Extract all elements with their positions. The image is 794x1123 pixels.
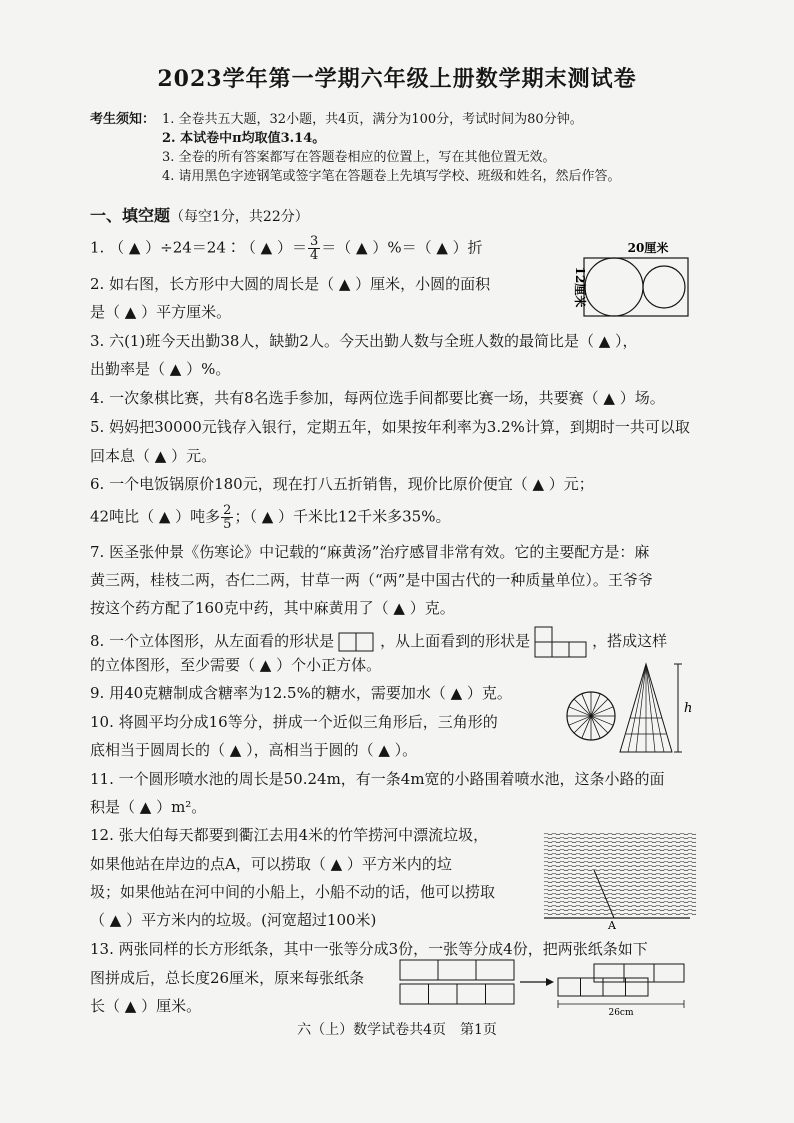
q1-text-b: ＝（ ▲ ）%＝（ ▲ ）折	[321, 238, 483, 257]
wave-line	[544, 893, 696, 895]
wave-line	[544, 873, 696, 875]
question-4: 4. 一次象棋比赛，共有8名选手参加，每两位选手间都要比赛一场，共要赛（ ▲ ）场。	[90, 389, 665, 407]
top-view-figure	[534, 626, 588, 658]
triangle-strips-figure	[616, 662, 693, 758]
height-label: 12厘米	[573, 266, 587, 308]
wave-line	[544, 909, 696, 911]
wave-line	[544, 837, 696, 839]
section-note: （每空1分，共22分）	[170, 209, 309, 225]
question-3-line-1: 3. 六(1)班今天出勤38人，缺勤2人。今天出勤人数与全班人数的最简比是（ ▲ ），	[90, 332, 638, 350]
wave-line	[544, 853, 696, 855]
wave-line	[544, 857, 696, 859]
notice-item: 1. 全卷共五大题，32小题，共4页，满分为100分，考试时间为80分钟。	[162, 112, 583, 127]
question-13-line-2: 图拼成后，总长度26厘米，原来每张纸条	[90, 969, 365, 987]
wave-line	[544, 885, 696, 887]
height-label: h	[684, 701, 693, 716]
wave-line	[544, 905, 696, 907]
question-3-line-2: 出勤率是（ ▲ ）%。	[90, 360, 231, 378]
wave-line	[544, 841, 696, 843]
question-8-line-2: 的立体图形，至少需要（ ▲ ）个小正方体。	[90, 656, 382, 674]
point-a-label: A	[608, 919, 616, 932]
question-12-line-4: （ ▲ ）平方米内的垃圾。(河宽超过100米)	[90, 911, 377, 929]
question-6-line-1: 6. 一个电饭锅原价180元，现在打八五折销售，现价比原价便宜（ ▲ ）元；	[90, 475, 594, 493]
wave-line	[544, 833, 696, 835]
wave-line	[544, 869, 696, 871]
question-12-line-1: 12. 张大伯每天都要到衢江去用4米的竹竿捞河中漂流垃圾，	[90, 826, 489, 844]
page-footer: 六（上）数学试卷共4页 第1页	[297, 1022, 497, 1038]
notice-item: 2. 本试卷中π均取值3.14。	[162, 131, 326, 146]
question-5-line-2: 回本息（ ▲ ）元。	[90, 447, 217, 465]
page-title: 2023学年第一学期六年级上册数学期末测试卷	[157, 66, 637, 92]
question-9: 9. 用40克糖制成含糖率为12.5%的糖水，需要加水（ ▲ ）克。	[90, 684, 512, 702]
wave-line	[544, 913, 696, 915]
wave-line	[544, 897, 696, 899]
section-title: 一、填空题	[90, 206, 171, 225]
question-7-line-3: 按这个药方配了160克中药，其中麻黄用了（ ▲ ）克。	[90, 599, 455, 617]
wave-line	[544, 901, 696, 903]
paper-strips-figure	[398, 958, 690, 1016]
total-length-label: 26cm	[608, 1008, 634, 1018]
wave-line	[544, 861, 696, 863]
river-figure	[544, 830, 690, 930]
question-5-line-1: 5. 妈妈把30000元钱存入银行，定期五年，如果按年利率为3.2%计算，到期时一共可以取	[90, 418, 690, 436]
wave-line	[544, 881, 696, 883]
question-2-line-1: 2. 如右图，长方形中大圆的周长是（ ▲ ）厘米，小圆的面积	[90, 275, 491, 293]
question-2-line-2: 是（ ▲ ）平方厘米。	[90, 303, 232, 321]
question-13-line-3: 长（ ▲ ）厘米。	[90, 997, 202, 1015]
question-10-line-2: 底相当于圆周长的（ ▲ ），高相当于圆的（ ▲ ）。	[90, 741, 418, 759]
section-heading	[90, 203, 309, 226]
wave-line	[544, 877, 696, 879]
notice-label: 考生须知：	[90, 112, 156, 127]
notice-item: 4. 请用黑色字迹钢笔或签字笔在答题卷上先填写学校、班级和姓名，然后作答。	[162, 169, 621, 184]
fraction: $\frac{2}{5}$	[223, 503, 232, 532]
question-11-line-1: 11. 一个圆形喷水池的周长是50.24m，有一条4m宽的小路围着喷水池，这条小路的面	[90, 770, 665, 788]
wave-line	[544, 849, 696, 851]
question-12-line-2: 如果他站在岸边的点A，可以捞取（ ▲ ）平方米内的垃	[90, 855, 452, 873]
question-7-line-2: 黄三两，桂枝二两，杏仁二两，甘草一两（“两”是中国古代的一种质量单位）。王爷爷	[90, 571, 653, 589]
wave-line	[544, 845, 696, 847]
notice-item: 3. 全卷的所有答案都写在答题卷相应的位置上，写在其他位置无效。	[162, 150, 556, 165]
rectangle-circles-figure	[573, 238, 690, 316]
divided-circle-figure	[565, 690, 617, 742]
left-view-figure	[338, 632, 376, 652]
question-12-line-3: 圾；如果他站在河中间的小船上，小船不动的话，他可以捞取	[90, 883, 496, 901]
wave-line	[544, 889, 696, 891]
question-8-line-1: 8. 一个立体图形，从左面看的形状是 ，从上面看到的形状是 ，搭成这样	[90, 626, 667, 658]
question-11-line-2: 积是（ ▲ ）m²。	[90, 798, 207, 816]
question-10-line-1: 10. 将圆平均分成16等分，拼成一个近似三角形后，三角形的	[90, 713, 498, 731]
question-7-line-1: 7. 医圣张仲景《伤寒论》中记载的“麻黄汤”治疗感冒非常有效。它的主要配方是：麻	[90, 543, 650, 561]
fraction: $\frac{3}{4}$	[309, 234, 319, 263]
q1-text-a: 1. （ ▲ ）÷24＝24∶（ ▲ ）＝	[90, 238, 307, 257]
width-label: 20厘米	[627, 241, 669, 255]
wave-line	[544, 865, 696, 867]
question-13-line-1: 13. 两张同样的长方形纸条，其中一张等分成3份，一张等分成4份，把两张纸条如下	[90, 940, 648, 958]
question-6-line-2: 42吨比（ ▲ ）吨多 $\frac{2}{5}$ ；（ ▲ ）千米比12千米多35%。	[90, 503, 451, 532]
question-1	[90, 235, 483, 262]
